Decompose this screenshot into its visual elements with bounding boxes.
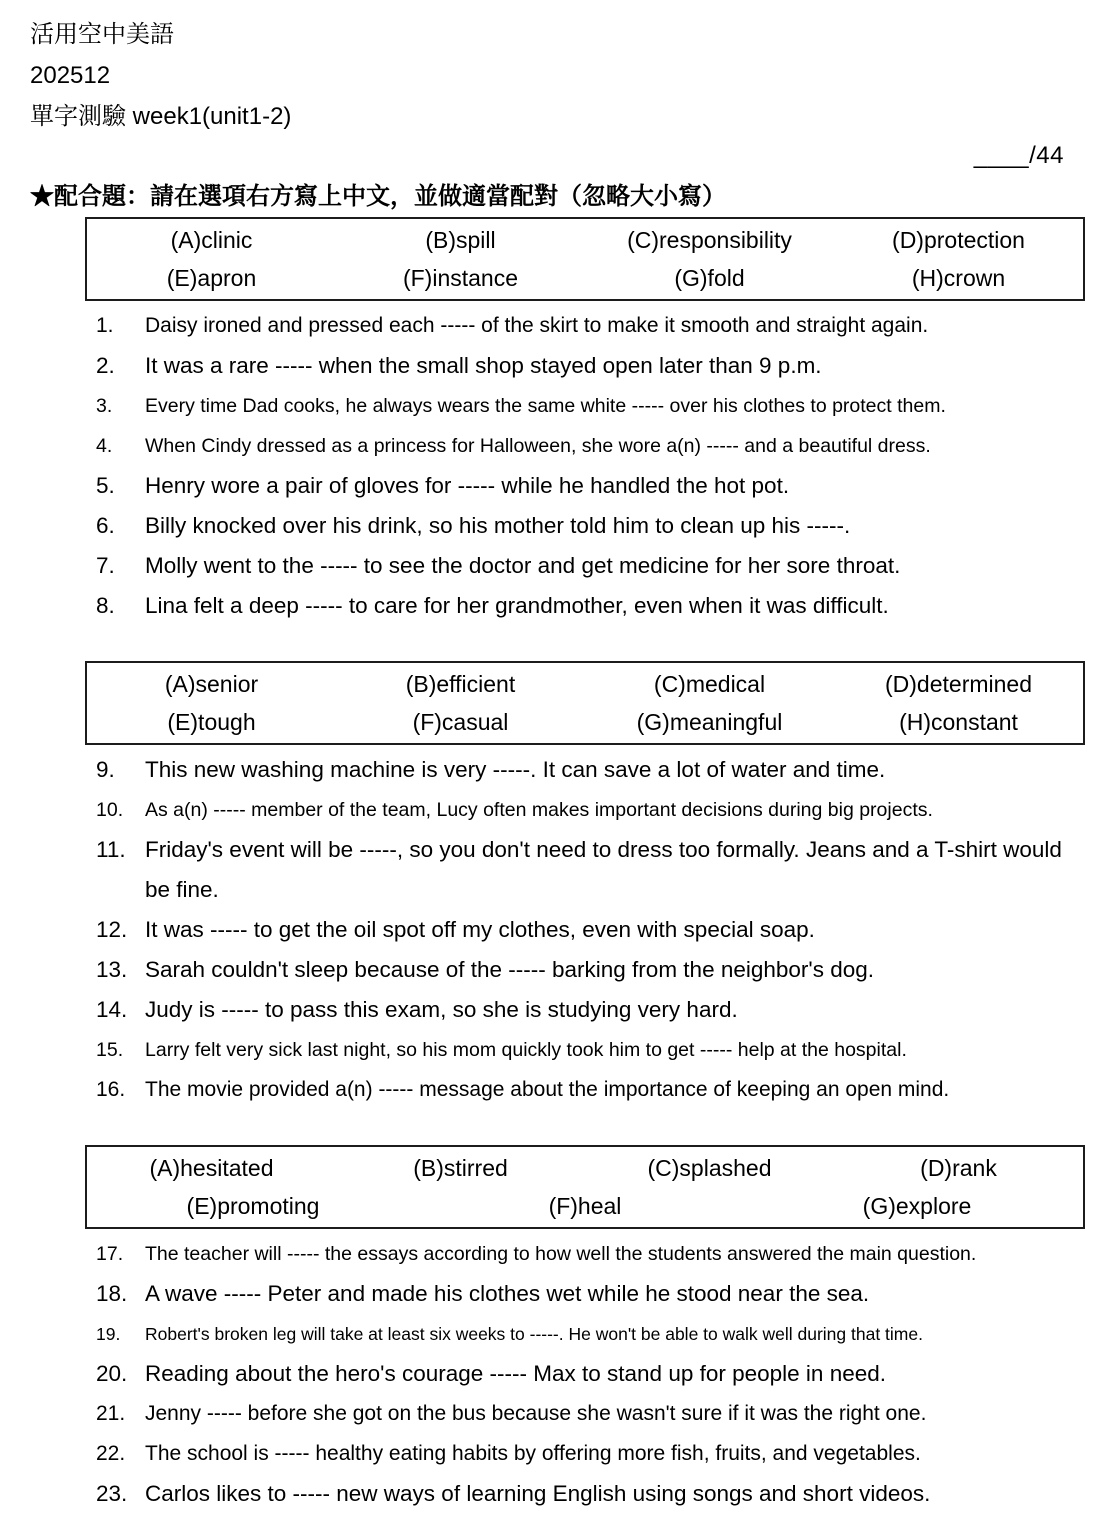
question-text: The teacher will ----- the essays according to how well the students answered the main question.: [145, 1243, 977, 1265]
question-section: [30, 1145, 1064, 1514]
question-text: As a(n) ----- member of the team, Lucy often makes important decisions during big projects.: [145, 799, 933, 821]
question-text: It was a rare ----- when the small shop stayed open later than 9 p.m.: [145, 353, 822, 378]
option-item: (G)explore: [862, 1193, 972, 1219]
question-row: [96, 1394, 1064, 1434]
question-row: [96, 306, 1064, 346]
question-row: [96, 1030, 1064, 1070]
question-number: 2.: [96, 353, 115, 378]
question-number: 12.: [96, 917, 128, 942]
question-text: Larry felt very sick last night, so his mom quickly took him to get ----- help at the hospital.: [145, 1039, 907, 1061]
question-text: Henry wore a pair of gloves for ----- while he handled the hot pot.: [145, 473, 790, 498]
question-number: 16.: [96, 1078, 126, 1101]
question-number: 14.: [96, 997, 128, 1022]
question-section: [30, 661, 1064, 1110]
question-row: [96, 426, 1064, 466]
question-number: 1.: [96, 314, 114, 337]
question-row: [96, 1474, 1064, 1514]
question-number: 11.: [96, 837, 126, 862]
option-item: (F)instance: [402, 265, 519, 291]
question-row: [96, 950, 1064, 990]
options-box: [85, 1145, 1085, 1229]
question-number: 8.: [96, 593, 115, 618]
question-row: [96, 346, 1064, 386]
sections-container: [30, 217, 1064, 1514]
question-number: 13.: [96, 957, 128, 982]
option-item: (B)efficient: [405, 671, 516, 697]
options-row: [87, 259, 1083, 297]
question-text: Judy is ----- to pass this exam, so she is studying very hard.: [145, 997, 738, 1022]
options-row: [87, 665, 1083, 703]
question-number: 21.: [96, 1402, 126, 1425]
question-text: Billy knocked over his drink, so his mother told him to clean up his -----.: [145, 513, 851, 538]
question-number: 10.: [96, 799, 124, 821]
question-list: [30, 1234, 1064, 1514]
question-row: [96, 1354, 1064, 1394]
page-header: [30, 14, 1064, 137]
option-item: (F)casual: [412, 709, 509, 735]
question-row: [96, 546, 1064, 586]
question-text: Sarah couldn't sleep because of the ----- barking from the neighbor's dog.: [145, 957, 874, 982]
question-row: [96, 1070, 1064, 1110]
question-text: The movie provided a(n) ----- message about the importance of keeping an open mind.: [145, 1078, 950, 1101]
question-number: 23.: [96, 1481, 128, 1506]
question-row: [96, 1274, 1064, 1314]
matching-instruction: ★配合題：請在選項右方寫上中文，並做適當配對（忽略大小寫）: [30, 183, 726, 210]
option-item: (B)stirred: [413, 1155, 508, 1181]
options-row: [87, 703, 1083, 741]
question-number: 4.: [96, 435, 113, 457]
question-number: 19.: [96, 1324, 121, 1344]
option-item: (D)protection: [892, 227, 1025, 253]
question-number: 7.: [96, 553, 115, 578]
option-item: (E)promoting: [186, 1193, 320, 1219]
question-number: 17.: [96, 1243, 124, 1265]
option-item: (E)tough: [167, 709, 256, 735]
question-text: Daisy ironed and pressed each ----- of the skirt to make it smooth and straight again.: [145, 314, 929, 337]
options-row: [87, 1187, 1083, 1225]
question-row: [96, 1234, 1064, 1274]
question-number: 5.: [96, 473, 115, 498]
option-item: (C)medical: [653, 671, 766, 697]
option-item: (G)fold: [674, 265, 745, 291]
question-section: [30, 217, 1064, 626]
question-text: It was ----- to get the oil spot off my clothes, even with special soap.: [145, 917, 815, 942]
question-row: [96, 466, 1064, 506]
publisher-title: 活用空中美語: [30, 21, 174, 48]
options-box: [85, 217, 1085, 301]
question-row: [96, 990, 1064, 1030]
question-row: [96, 1434, 1064, 1474]
question-text: Jenny ----- before she got on the bus because she wasn't sure if it was the right one.: [145, 1402, 927, 1425]
question-text: A wave ----- Peter and made his clothes wet while he stood near the sea.: [145, 1281, 870, 1306]
question-row: [96, 506, 1064, 546]
question-text: Friday's event will be -----, so you don't need to dress too formally. Jeans and a T-shirt would be fine.: [145, 837, 1062, 902]
question-text: Molly went to the ----- to see the doctor and get medicine for her sore throat.: [145, 553, 901, 578]
option-item: (A)hesitated: [149, 1155, 274, 1181]
option-item: (D)determined: [885, 671, 1032, 697]
question-number: 22.: [96, 1442, 126, 1465]
question-list: [30, 306, 1064, 626]
question-text: The school is ----- healthy eating habits by offering more fish, fruits, and vegetables.: [145, 1442, 921, 1465]
options-row: [87, 1149, 1083, 1187]
question-row: [96, 830, 1064, 910]
option-item: (D)rank: [920, 1155, 997, 1181]
question-number: 9.: [96, 757, 115, 782]
option-item: (B)spill: [425, 227, 496, 253]
question-number: 20.: [96, 1361, 128, 1386]
option-item: (H)constant: [899, 709, 1018, 735]
question-number: 3.: [96, 395, 113, 417]
question-number: 18.: [96, 1281, 128, 1306]
question-text: When Cindy dressed as a princess for Halloween, she wore a(n) ----- and a beautiful dress.: [145, 435, 931, 457]
option-item: (F)heal: [548, 1193, 622, 1219]
question-list: [30, 750, 1064, 1110]
question-row: [96, 790, 1064, 830]
option-item: (E)apron: [166, 265, 257, 291]
question-row: [96, 386, 1064, 426]
question-text: This new washing machine is very -----. It can save a lot of water and time.: [145, 757, 886, 782]
question-text: Lina felt a deep ----- to care for her grandmother, even when it was difficult.: [145, 593, 889, 618]
question-row: [96, 910, 1064, 950]
question-row: [96, 750, 1064, 790]
question-number: 15.: [96, 1039, 124, 1061]
options-box: [85, 661, 1085, 745]
option-item: (H)crown: [911, 265, 1006, 291]
question-row: [96, 1314, 1064, 1354]
option-item: (G)meaningful: [636, 709, 783, 735]
question-number: 6.: [96, 513, 115, 538]
option-item: (A)clinic: [170, 227, 253, 253]
question-text: Robert's broken leg will take at least six weeks to -----. He won't be able to walk well during that time.: [145, 1324, 923, 1344]
options-row: [87, 221, 1083, 259]
quiz-title: 單字測驗 week1(unit1-2): [30, 103, 292, 130]
option-item: (C)responsibility: [627, 227, 792, 253]
question-text: Reading about the hero's courage ----- Max to stand up for people in need.: [145, 1361, 886, 1386]
question-row: [96, 586, 1064, 626]
option-item: (A)senior: [164, 671, 259, 697]
issue-number: 202512: [30, 62, 111, 89]
score-blank: ____/44: [973, 142, 1064, 169]
question-text: Carlos likes to ----- new ways of learning English using songs and short videos.: [145, 1481, 931, 1506]
option-item: (C)splashed: [647, 1155, 772, 1181]
question-text: Every time Dad cooks, he always wears the same white ----- over his clothes to protect them.: [145, 395, 946, 417]
